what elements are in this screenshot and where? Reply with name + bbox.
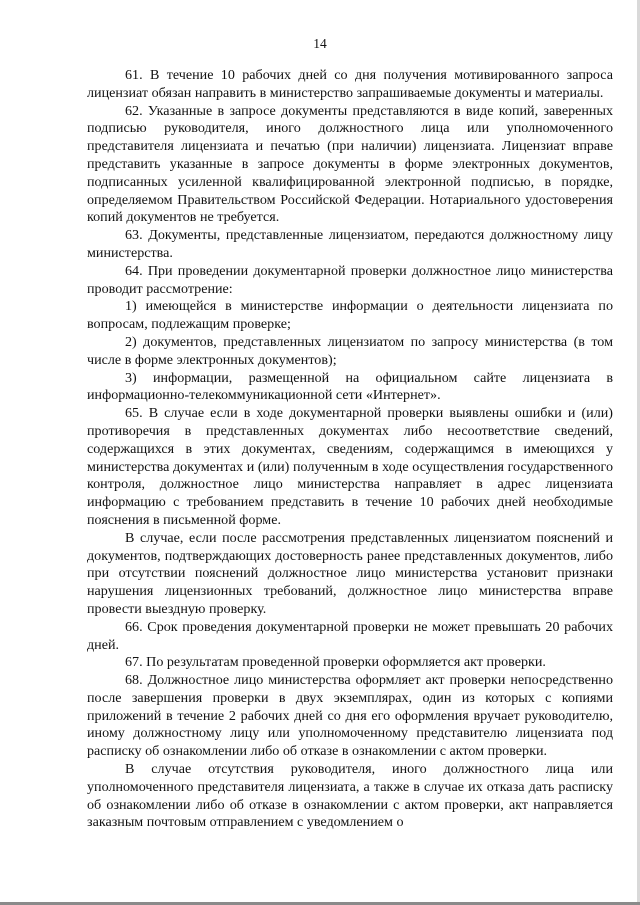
paragraph-61: 61. В течение 10 рабочих дней со дня получения мотивированного запроса лицензиат обязан направить в министерство запрашиваемые документы и материалы. xyxy=(87,67,613,101)
page-number: 14 xyxy=(313,36,327,51)
paragraph-65-continued: В случае, если после рассмотрения представленных лицензиатом пояснений и документов, подтверждающих достоверность ранее представленных документов, либо при отсутствии пояснений должностное лицо министерства установит признаки нарушения лицензионных требований, должностное лицо министерства вправе провести выездную проверку. xyxy=(87,529,613,617)
paragraph-62: 62. Указанные в запросе документы представляются в виде копий, заверенных подписью руководителя, иного должностного лица или уполномоченного представителя лицензиата и печатью (при наличии) лицензиата. Лицензиат вправе представить указанные в запросе документы в форме электронных документов, подписанных усиленной квалифицированной электронной подписью, в порядке, определяемом Правительством Российской Федерации. Нотариального удостоверения копий документов не требуется. xyxy=(87,102,613,226)
paragraph-68-continued: В случае отсутствия руководителя, иного должностного лица или уполномоченного представителя лицензиата, а также в случае их отказа дать расписку об ознакомлении либо об отказе в ознакомлении с актом проверки, акт направляется заказным почтовым отправлением с уведомлением о xyxy=(87,761,613,831)
paragraph-67: 67. По результатам проведенной проверки оформляется акт проверки. xyxy=(125,654,546,671)
document-body xyxy=(87,67,613,832)
list-item-2: 2) документов, представленных лицензиатом по запросу министерства (в том числе в форме электронных документов); xyxy=(87,333,613,368)
paragraph-63: 63. Документы, представленные лицензиатом, передаются должностному лицу министерства. xyxy=(87,227,613,261)
paragraph-68: 68. Должностное лицо министерства оформляет акт проверки непосредственно после завершения проверки в двух экземплярах, один из которых с копиями приложений в течение 2 рабочих дней со дня его оформления вручает руководителю, иному должностному лицу или уполномоченному представителю лицензиата под расписку об ознакомлении либо об отказе в ознакомлении с актом проверки. xyxy=(87,672,613,760)
paragraph-65: 65. В случае если в ходе документарной проверки выявлены ошибки и (или) противоречия в представленных документах либо несоответствие сведений, содержащихся в этих документах, сведениям, содержащимся в имеющихся у министерства документах и (или) полученным в ходе осуществления государственного контроля, должностное лицо министерства направляет в адрес лицензиата информацию с требованием представить в течение 10 рабочих дней необходимые пояснения в письменной форме. xyxy=(87,405,613,528)
list-item-3: 3) информации, размещенной на официальном сайте лицензиата в информационно-телекоммуникационной сети «Интернет». xyxy=(87,369,613,404)
list-item-1: 1) имеющейся в министерстве информации о деятельности лицензиата по вопросам, подлежащим проверке; xyxy=(87,298,613,333)
paragraph-66: 66. Срок проведения документарной проверки не может превышать 20 рабочих дней. xyxy=(87,618,613,653)
paragraph-64: 64. При проведении документарной проверки должностное лицо министерства проводит рассмотрение: xyxy=(87,262,613,297)
